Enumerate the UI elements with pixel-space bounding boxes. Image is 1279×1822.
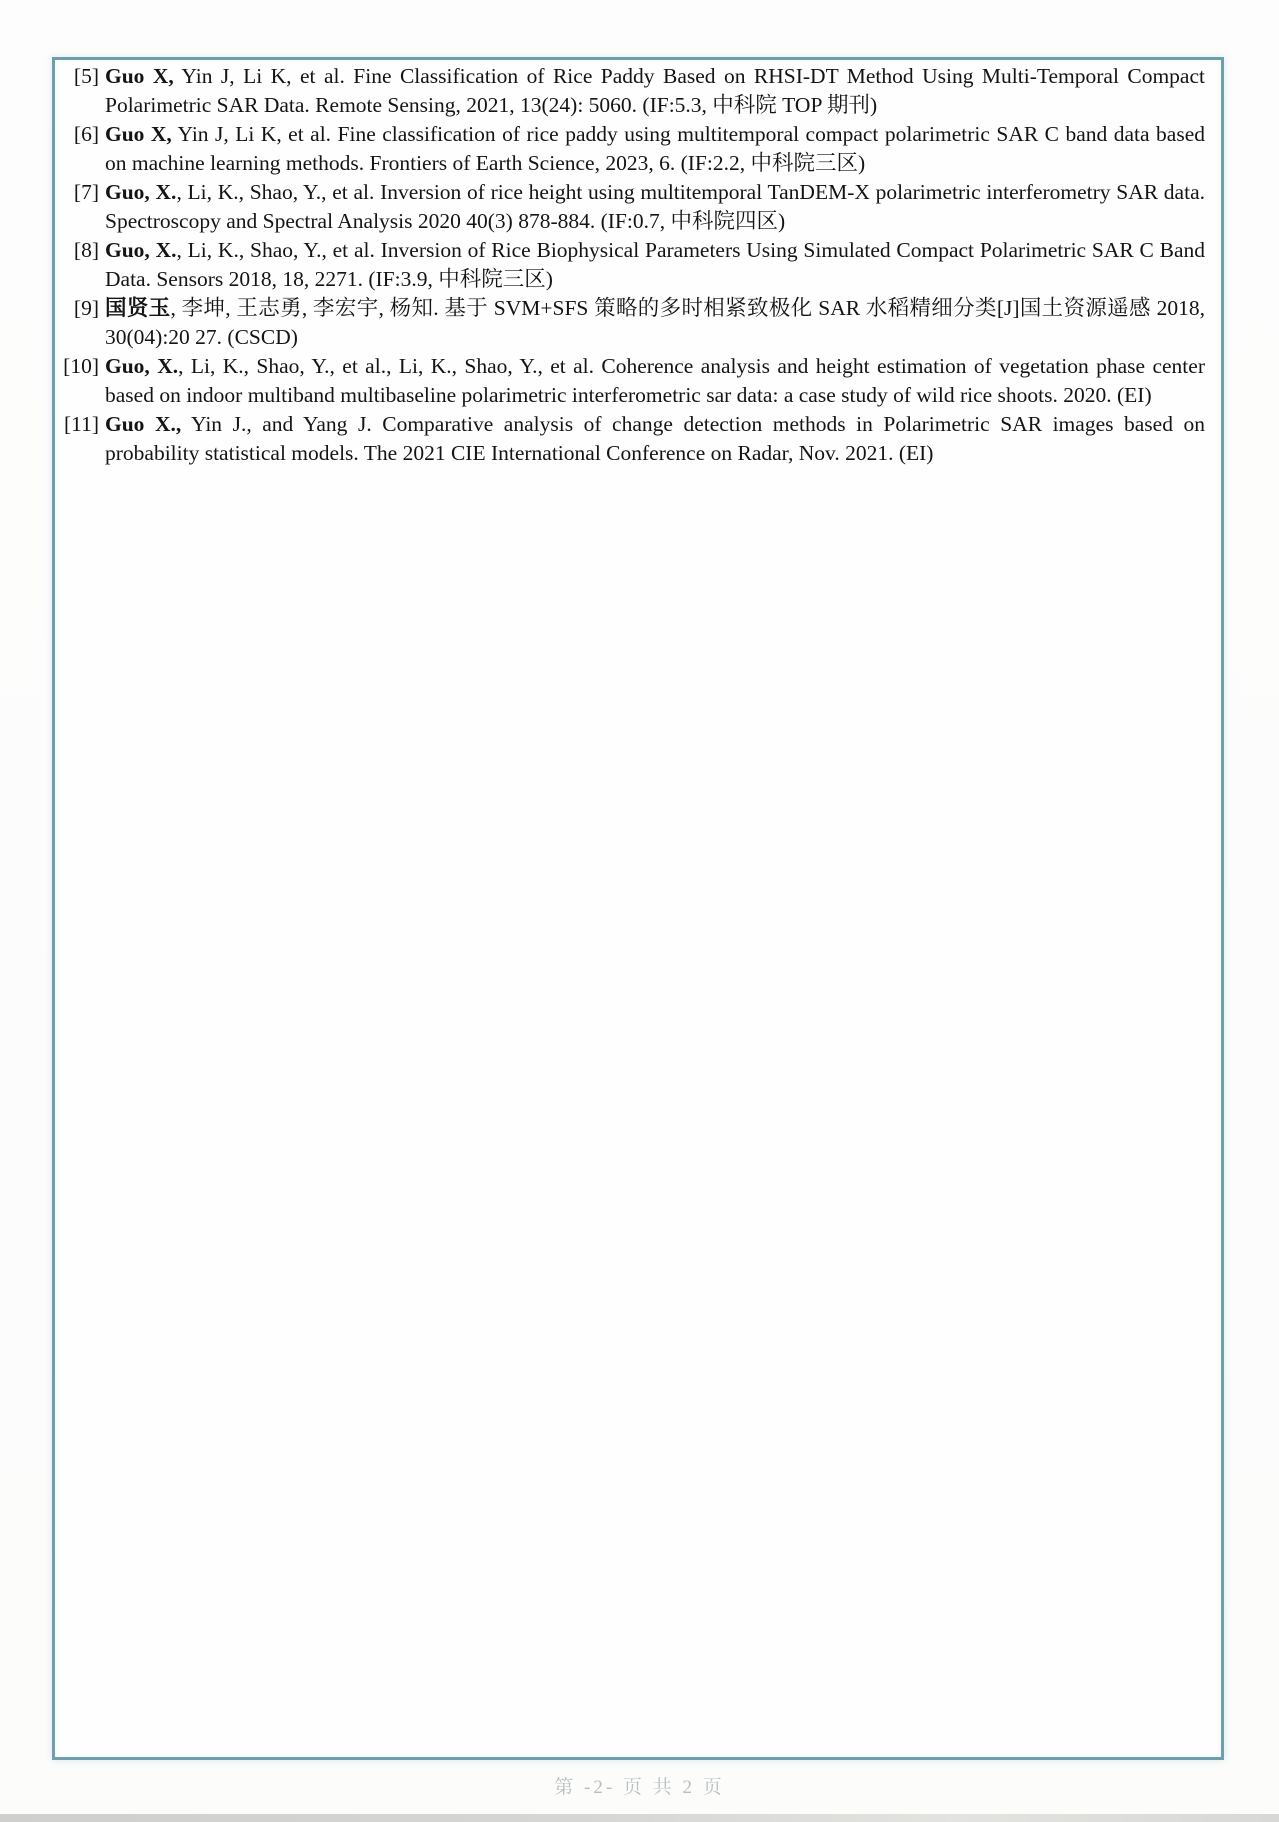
reference-authors-bold: Guo X., — [105, 412, 182, 436]
reference-citation-text: , Li, K., Shao, Y., et al., Li, K., Shao, Y., et al. Coherence analysis and height estimation of vegetation phase center based on indoor multiband multibaseline polarimetric interferometric sar data: a case study of wild rice shoots. 2020. (EI) — [105, 354, 1205, 407]
reference-authors-bold: 国贤玉 — [105, 296, 171, 320]
reference-item — [55, 294, 1205, 352]
reference-authors-bold: Guo, X. — [105, 180, 177, 204]
page-border-frame — [52, 57, 1224, 1760]
reference-citation-text: Yin J, Li K, et al. Fine Classification of Rice Paddy Based on RHSI-DT Method Using Multi-Temporal Compact Polarimetric SAR Data. Remote Sensing, 2021, 13(24): 5060. (IF:5.3, 中科院 TOP 期刊) — [105, 64, 1205, 117]
reference-citation-text: , Li, K., Shao, Y., et al. Inversion of rice height using multitemporal TanDEM-X polarimetric interferometry SAR data. Spectroscopy and Spectral Analysis 2020 40(3) 878-884. (IF:0.7, 中科院四区) — [105, 180, 1205, 233]
reference-number: [8] — [73, 238, 99, 262]
reference-citation-text: Yin J, Li K, et al. Fine classification of rice paddy using multitemporal compact polarimetric SAR C band data based on machine learning methods. Frontiers of Earth Science, 2023, 6. (IF:2.2, 中科院三区) — [105, 122, 1205, 175]
reference-item — [55, 62, 1205, 120]
reference-item — [55, 120, 1205, 178]
scan-edge-strip — [0, 1814, 1279, 1822]
reference-authors-bold: Guo X, — [105, 64, 174, 88]
reference-number: [9] — [73, 296, 99, 320]
reference-number: [6] — [73, 122, 99, 146]
reference-number: [7] — [73, 180, 99, 204]
reference-item — [55, 352, 1205, 410]
reference-item — [55, 178, 1205, 236]
reference-number: [10] — [63, 354, 99, 378]
reference-authors-bold: Guo, X. — [105, 354, 179, 378]
reference-citation-text: , Li, K., Shao, Y., et al. Inversion of Rice Biophysical Parameters Using Simulated Compact Polarimetric SAR C Band Data. Sensors 2018, 18, 2271. (IF:3.9, 中科院三区) — [105, 238, 1205, 291]
reference-citation-text: , 李坤, 王志勇, 李宏宇, 杨知. 基于 SVM+SFS 策略的多时相紧致极化 SAR 水稻精细分类[J]国土资源遥感 2018, 30(04):20 27. (CSCD) — [105, 296, 1205, 349]
reference-number: [5] — [73, 64, 99, 88]
publication-reference-list — [55, 60, 1221, 468]
reference-item — [55, 236, 1205, 294]
reference-number: [11] — [63, 412, 99, 436]
reference-authors-bold: Guo X, — [105, 122, 172, 146]
reference-citation-text: Yin J., and Yang J. Comparative analysis of change detection methods in Polarimetric SAR images based on probability statistical models. The 2021 CIE International Conference on Radar, Nov. 2021. (EI) — [105, 412, 1205, 465]
page-number-footer: 第 -2- 页 共 2 页 — [554, 1777, 725, 1798]
reference-item — [55, 410, 1205, 468]
reference-authors-bold: Guo, X. — [105, 238, 177, 262]
